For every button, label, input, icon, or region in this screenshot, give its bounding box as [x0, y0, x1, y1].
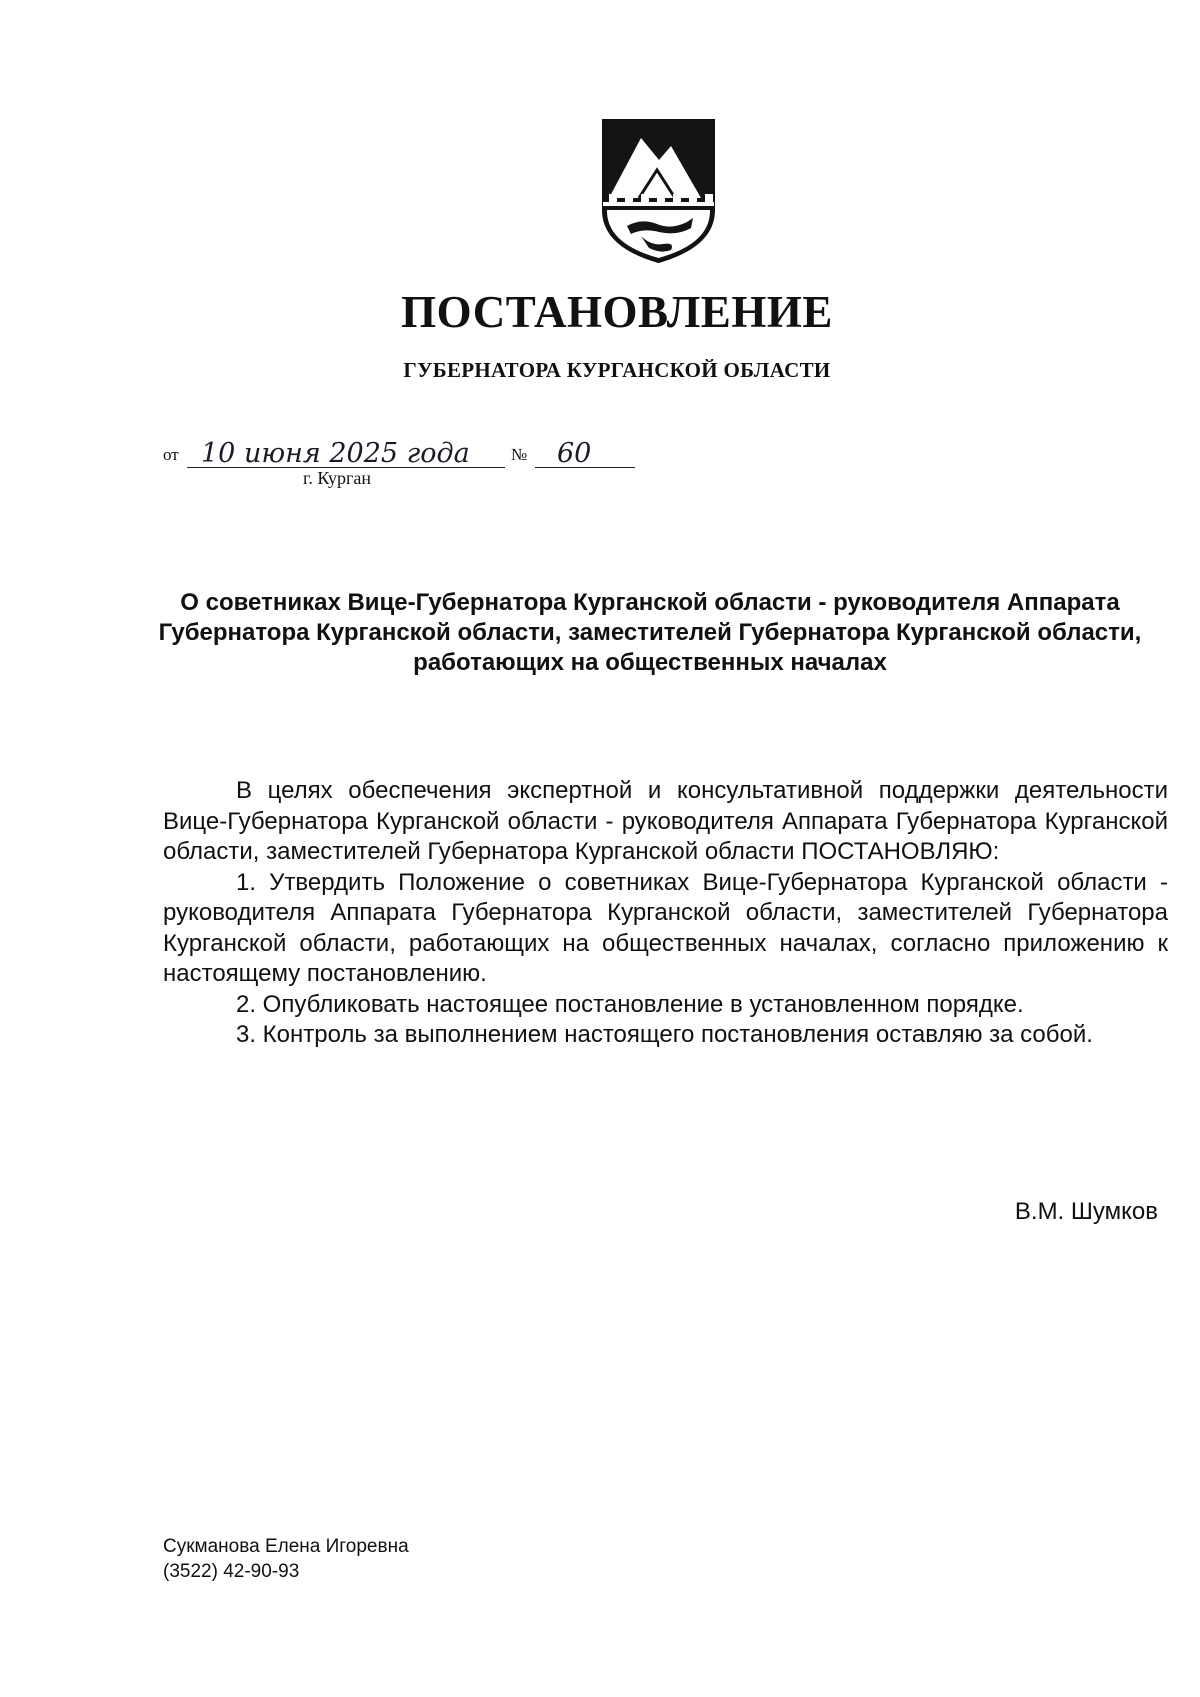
signatory-name: В.М. Шумков	[1014, 1198, 1158, 1225]
document-body	[163, 776, 1168, 1051]
body-paragraph: 1. Утвердить Положение о советниках Вице-Губернатора Курганской области - руководителя Аппарата Губернатора Курганской области, заместителей Губернатора Курганской области, работающих на общественных началах, согласно приложению к настоящему постановлению.	[163, 868, 1168, 987]
document-type-title: ПОСТАНОВЛЕНИЕ	[401, 287, 833, 337]
contact-name: Сукманова Елена Игоревна	[163, 1536, 409, 1557]
kurgan-oblast-coat-of-arms-icon	[601, 118, 716, 264]
contact-phone: (3522) 42-90-93	[163, 1561, 300, 1582]
document-heading: О советниках Вице-Губернатора Курганской области - руководителя Аппарата Губернатора Курганской области, заместителей Губернатора Курганской области, работающих на общественных началах	[158, 589, 1142, 676]
city-label: г. Курган	[303, 468, 372, 488]
date-prefix-label: от	[163, 445, 179, 464]
number-field: 60	[535, 440, 635, 468]
body-paragraph: 2. Опубликовать настоящее постановление в установленном порядке.	[236, 990, 1024, 1018]
date-field: 10 июня 2025 года	[187, 440, 505, 468]
number-prefix-label: №	[511, 445, 528, 464]
contact-block	[163, 1534, 409, 1584]
body-paragraph: 3. Контроль за выполнением настоящего постановления оставляю за собой.	[236, 1021, 1093, 1048]
issuer-subtitle: ГУБЕРНАТОРА КУРГАНСКОЙ ОБЛАСТИ	[403, 358, 831, 382]
body-paragraph: В целях обеспечения экспертной и консультативной поддержки деятельности Вице-Губернатора Курганской области - руководителя Аппарата Губернатора Курганской области, заместителей Губернатора Курганской области ПОСТАНОВЛЯЮ:	[163, 777, 1168, 865]
